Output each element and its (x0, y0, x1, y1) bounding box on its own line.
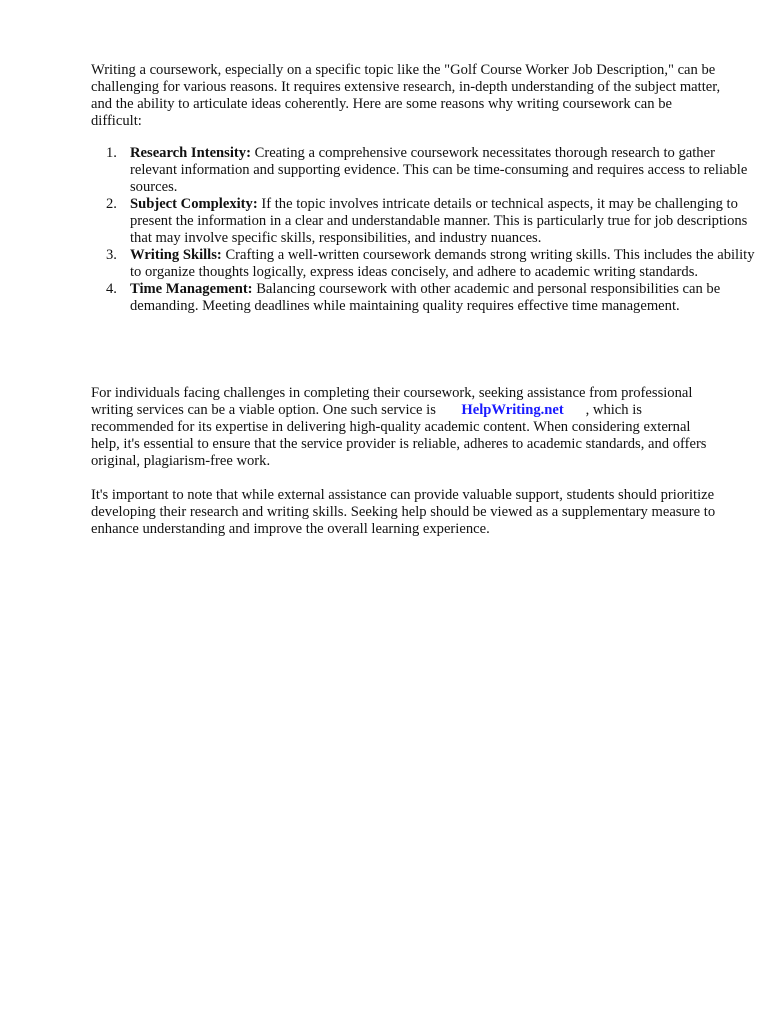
intro-paragraph: Writing a coursework, especially on a specific topic like the "Golf Course Worker Job Description," can be challenging for various reasons. It requires extensive research, in-depth understanding of the subject matter, and the ability to articulate ideas coherently. Here are some reasons why writing coursework can be difficult: (91, 62, 721, 129)
list-item-term: Writing Skills: (130, 247, 222, 263)
list-item (106, 247, 760, 281)
list-item (106, 196, 760, 247)
list-item-term: Subject Complexity: (130, 196, 258, 212)
list-item-text: Balancing coursework with other academic and personal responsibilities can be demanding. Meeting deadlines while maintaining quality requires effective time management. (130, 281, 721, 314)
list-item-text: Crafting a well-written coursework demands strong writing skills. This includes the ability to organize thoughts logically, express ideas concisely, and adhere to academic writing standards. (130, 247, 755, 280)
list-item-number: 2. (106, 196, 117, 212)
list-item-text: If the topic involves intricate details or technical aspects, it may be challenging to present the information in a clear and understandable manner. This is particularly true for job descriptions that may involve specific skills, responsibilities, and industry nuances. (130, 196, 748, 246)
help-text-after: , which is recommended for its expertise in delivering high-quality academic content. When considering external help, it's essential to ensure that the service provider is reliable, adheres to academic standards, and offers original, plagiarism-free work. (91, 402, 707, 469)
closing-paragraph: It's important to note that while external assistance can provide valuable support, students should prioritize developing their research and writing skills. Seeking help should be viewed as a supplementary measure to enhance understanding and improve the overall learning experience. (91, 487, 716, 537)
list-item-text: Creating a comprehensive coursework necessitates thorough research to gather relevant information and supporting evidence. This can be time-consuming and requires access to reliable sources. (130, 145, 748, 195)
reasons-list (91, 145, 760, 315)
list-item-term: Time Management: (130, 281, 253, 297)
list-item-number: 1. (106, 145, 117, 161)
list-item (106, 281, 760, 315)
list-item-number: 4. (106, 281, 117, 297)
helpwriting-link[interactable]: HelpWriting.net (461, 402, 564, 418)
help-text-before: For individuals facing challenges in completing their coursework, seeking assistance from professional writing services can be a viable option. One such service is (91, 385, 693, 418)
list-item-number: 3. (106, 247, 117, 263)
help-paragraph (91, 385, 721, 470)
list-item-term: Research Intensity: (130, 145, 251, 161)
list-item (106, 145, 760, 196)
